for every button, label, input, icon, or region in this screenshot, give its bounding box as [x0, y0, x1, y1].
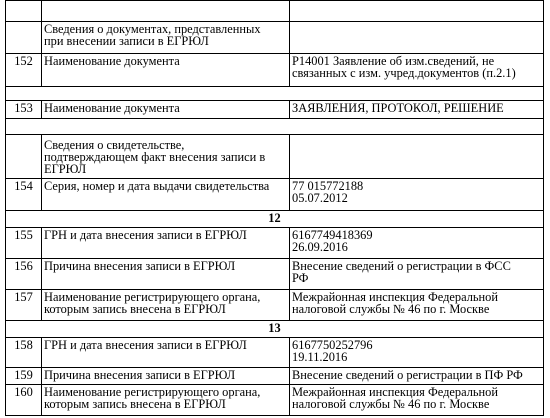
value-line: 6167750252796: [292, 338, 373, 352]
row-number: 157: [6, 290, 42, 320]
record-number-13: 13: [5, 320, 544, 337]
row-value: [290, 228, 543, 258]
table-row-152: [5, 53, 544, 86]
value-line: 26.09.2016: [292, 240, 348, 255]
row-value: [290, 179, 543, 210]
cell-empty: [42, 1, 290, 21]
row-label: ГРН и дата внесения записи в ЕГРЮЛ: [42, 338, 290, 367]
table-row-155: [5, 227, 544, 258]
row-value: [290, 385, 543, 415]
row-number: 153: [6, 101, 42, 118]
heading-line: Сведения о документах, представленных: [44, 22, 261, 36]
documents-heading: [42, 22, 290, 53]
label-line: которым запись внесена в ЕГРЮЛ: [44, 302, 226, 317]
label-line: Наименование регистрирующего органа,: [44, 385, 261, 399]
row-number: 154: [6, 179, 42, 210]
row-label: Наименование документа: [42, 101, 290, 118]
cell-empty: [6, 22, 42, 53]
label-line: которым запись внесена в ЕГРЮЛ: [44, 397, 226, 412]
value-line: связанных с изм. учред.документов (п.2.1): [292, 66, 516, 81]
row-value: [290, 259, 543, 289]
row-label: ГРН и дата внесения записи в ЕГРЮЛ: [42, 228, 290, 258]
row-number: 159: [6, 368, 42, 384]
row-label: [42, 290, 290, 320]
row-number: 155: [6, 228, 42, 258]
value-line: Межрайонная инспекция Федеральной: [292, 290, 498, 304]
value-line: 77 015772188: [292, 179, 364, 193]
table-row-153: [5, 100, 544, 118]
table-row-159: [5, 367, 544, 384]
row-number: 152: [6, 54, 42, 86]
row-label: Серия, номер и дата выдачи свидетельства: [42, 179, 290, 210]
cell-empty: [290, 135, 543, 178]
value-line: 19.11.2016: [292, 350, 348, 365]
heading-line: при внесении записи в ЕГРЮЛ: [44, 34, 209, 49]
cell-empty: [6, 1, 42, 21]
label-line: Наименование регистрирующего органа,: [44, 290, 261, 304]
table-row-158: [5, 337, 544, 367]
value-line: Внесение сведений о регистрации в ФСС: [292, 259, 511, 273]
value-line: налоговой службы № 46 по г. Москве: [292, 302, 490, 317]
table-row-157: [5, 289, 544, 320]
table-row-blank: [5, 0, 544, 21]
table-row-documents-heading: [5, 21, 544, 53]
certificate-heading: [42, 135, 290, 178]
value-line: РФ: [292, 271, 309, 286]
row-value: [290, 338, 543, 367]
table-row-gap: [5, 118, 544, 134]
table-bottom-border: [5, 415, 544, 416]
row-label: [42, 385, 290, 415]
record-number-12: 12: [5, 210, 544, 227]
value-line: 6167749418369: [292, 228, 373, 242]
table-row-gap: [5, 86, 544, 100]
value-line: налоговой службы № 46 по г. Москве: [292, 397, 490, 412]
row-value: [290, 290, 543, 320]
row-number: 156: [6, 259, 42, 289]
table-row-160: [5, 384, 544, 415]
table-row-certificate-heading: [5, 134, 544, 178]
row-number: 160: [6, 385, 42, 415]
cell-empty: [6, 135, 42, 178]
table-row-156: [5, 258, 544, 289]
heading-line: Сведения о свидетельстве,: [44, 138, 185, 152]
row-number: 158: [6, 338, 42, 367]
cell-empty: [290, 22, 543, 53]
cell-empty: [290, 1, 543, 21]
value-line: Межрайонная инспекция Федеральной: [292, 385, 498, 399]
row-value: ЗАЯВЛЕНИЯ, ПРОТОКОЛ, РЕШЕНИЕ: [292, 101, 504, 115]
heading-line: подтверждающем факт внесения записи в: [44, 150, 266, 165]
row-label: Причина внесения записи в ЕГРЮЛ: [42, 259, 290, 289]
row-value: [290, 54, 543, 86]
value-line: 05.07.2012: [292, 191, 348, 206]
row-label: Причина внесения записи в ЕГРЮЛ: [42, 368, 290, 384]
row-label: Наименование документа: [42, 54, 290, 86]
table-row-154: [5, 178, 544, 210]
heading-line: ЕГРЮЛ: [44, 162, 87, 177]
value-line: Р14001 Заявление об изм.сведений, не: [292, 54, 495, 68]
row-value: Внесение сведений о регистрации в ПФ РФ: [292, 368, 523, 382]
